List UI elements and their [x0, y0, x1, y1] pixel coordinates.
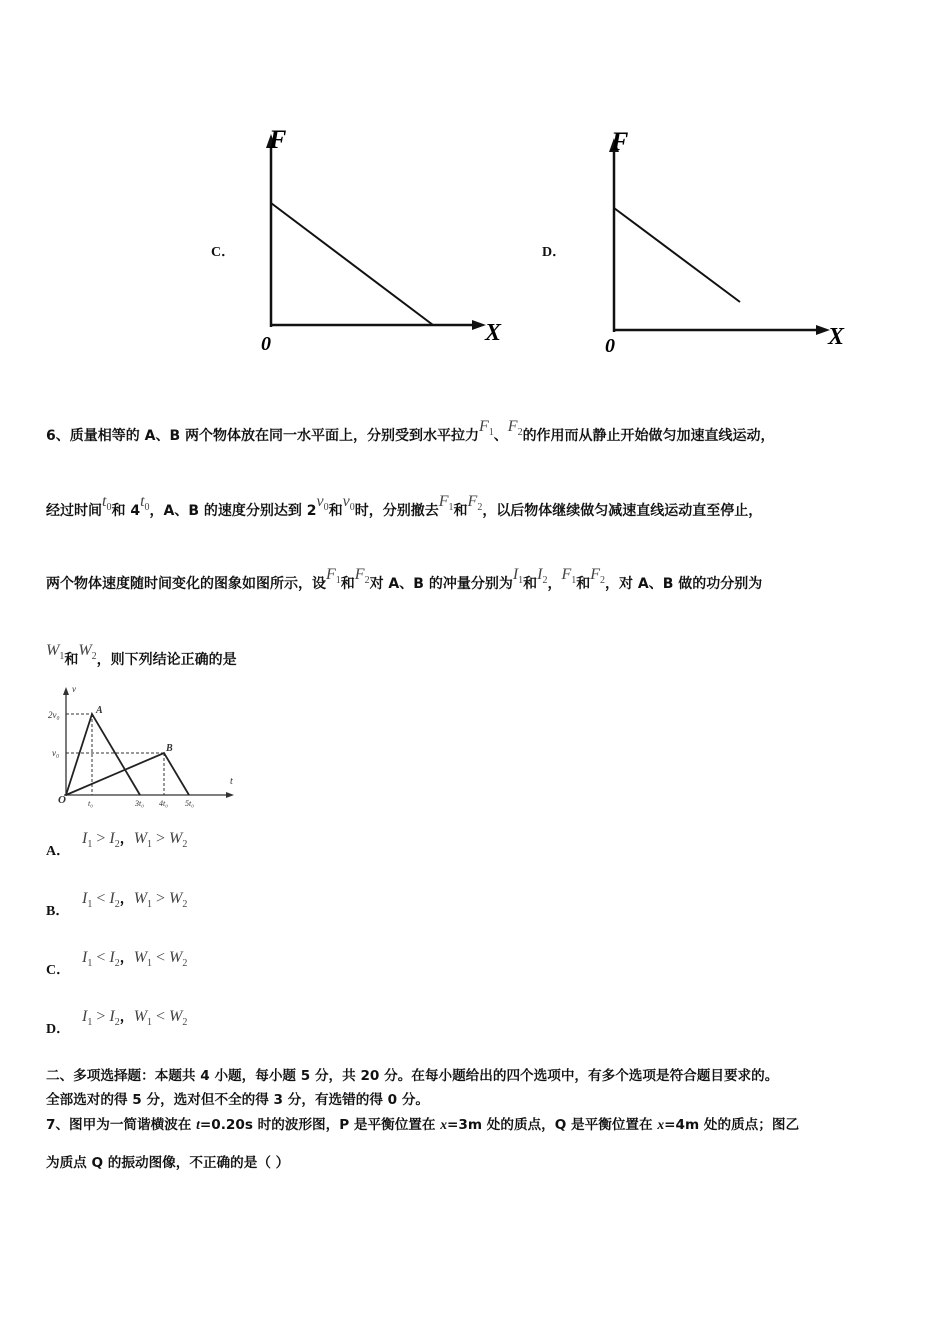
option-d-label: D．: [542, 245, 567, 260]
option-b-formula: $I_1 < I_2$，$W_1 > W_2$: [82, 890, 188, 911]
vt-point-a: A: [96, 705, 103, 716]
vt-x-arrow: [226, 792, 234, 798]
option-a-formula: $I_1 > I_2$，$W_1 > W_2$: [82, 830, 188, 851]
option-a-letter: A．: [46, 844, 71, 859]
vt-graph: [44, 682, 244, 810]
vt-tick-2v0: 2v₀: [48, 710, 60, 720]
graph-d-x-label: X: [828, 324, 845, 350]
option-c-formula: $I_1 < I_2$，$W_1 < W_2$: [82, 949, 188, 970]
q6-line-1: 6、质量相等的 A、B 两个物体放在同一水平面上，分别受到水平拉力$F_1$、$F_2$的作用而从静止开始做匀加速直线运动，: [46, 418, 775, 444]
option-c-letter: C．: [46, 963, 71, 978]
section2-line-1: 二、多项选择题：本题共 4 小题，每小题 5 分，共 20 分。在每小题给出的四个选项中，有多个选项是符合题目要求的。: [46, 1068, 779, 1084]
vt-tick-3t0: 3t₀: [135, 799, 145, 808]
vt-tick-v0: v₀: [52, 748, 60, 758]
vt-origin: O: [58, 794, 66, 806]
q7-line-2: 为质点 Q 的振动图像，不正确的是（ ）: [46, 1155, 290, 1171]
vt-tick-5t0: 5t₀: [185, 799, 195, 808]
vt-t-label: t: [230, 776, 233, 787]
option-d-letter: D．: [46, 1022, 71, 1037]
graph-c: [250, 118, 520, 358]
graph-d-f-label: F: [611, 127, 629, 156]
graph-c-line: [271, 203, 433, 325]
section2-line-2: 全部选对的得 5 分，选对但不全的得 3 分，有选错的得 0 分。: [46, 1092, 430, 1108]
vt-y-arrow: [63, 687, 69, 695]
option-d-formula: $I_1 > I_2$，$W_1 < W_2$: [82, 1008, 188, 1029]
graph-d-origin: 0: [605, 335, 615, 357]
q6-line-3: 两个物体速度随时间变化的图象如图所示，设$F_1$和$F_2$对 A、B 的冲量分别为$I_1$和$I_2$，$F_1$和$F_2$，对 A、B 做的功分别为: [46, 566, 763, 592]
graph-c-f-label: F: [269, 125, 287, 154]
graph-c-origin: 0: [261, 333, 271, 355]
graph-c-x-label: X: [485, 320, 502, 346]
vt-point-b: B: [166, 743, 173, 754]
q7-line-1: 7、图甲为一简谐横波在 t=0.20s 时的波形图，P 是平衡位置在 x=3m 处的质点，Q 是平衡位置在 x=4m 处的质点；图乙: [46, 1117, 800, 1133]
vt-tick-4t0: 4t₀: [159, 799, 169, 808]
option-b-letter: B．: [46, 904, 70, 919]
q6-line-4: $W_1$和$W_2$，则下列结论正确的是: [46, 642, 237, 668]
option-c-label: C．: [211, 245, 236, 260]
vt-v-label: v: [72, 684, 76, 694]
graph-c-x-arrow: [472, 320, 486, 330]
q6-line-2: 经过时间$t_0$和 $4t_0$，A、B 的速度分别达到 $2v_0$和$v_0$时，分别撤去$F_1$和$F_2$，以后物体继续做匀减速直线运动直至停止，: [46, 493, 763, 519]
vt-tick-t0: t₀: [88, 799, 94, 808]
vt-line-a: [66, 714, 140, 795]
graph-d-line: [614, 208, 740, 302]
graph-d: [592, 122, 862, 362]
